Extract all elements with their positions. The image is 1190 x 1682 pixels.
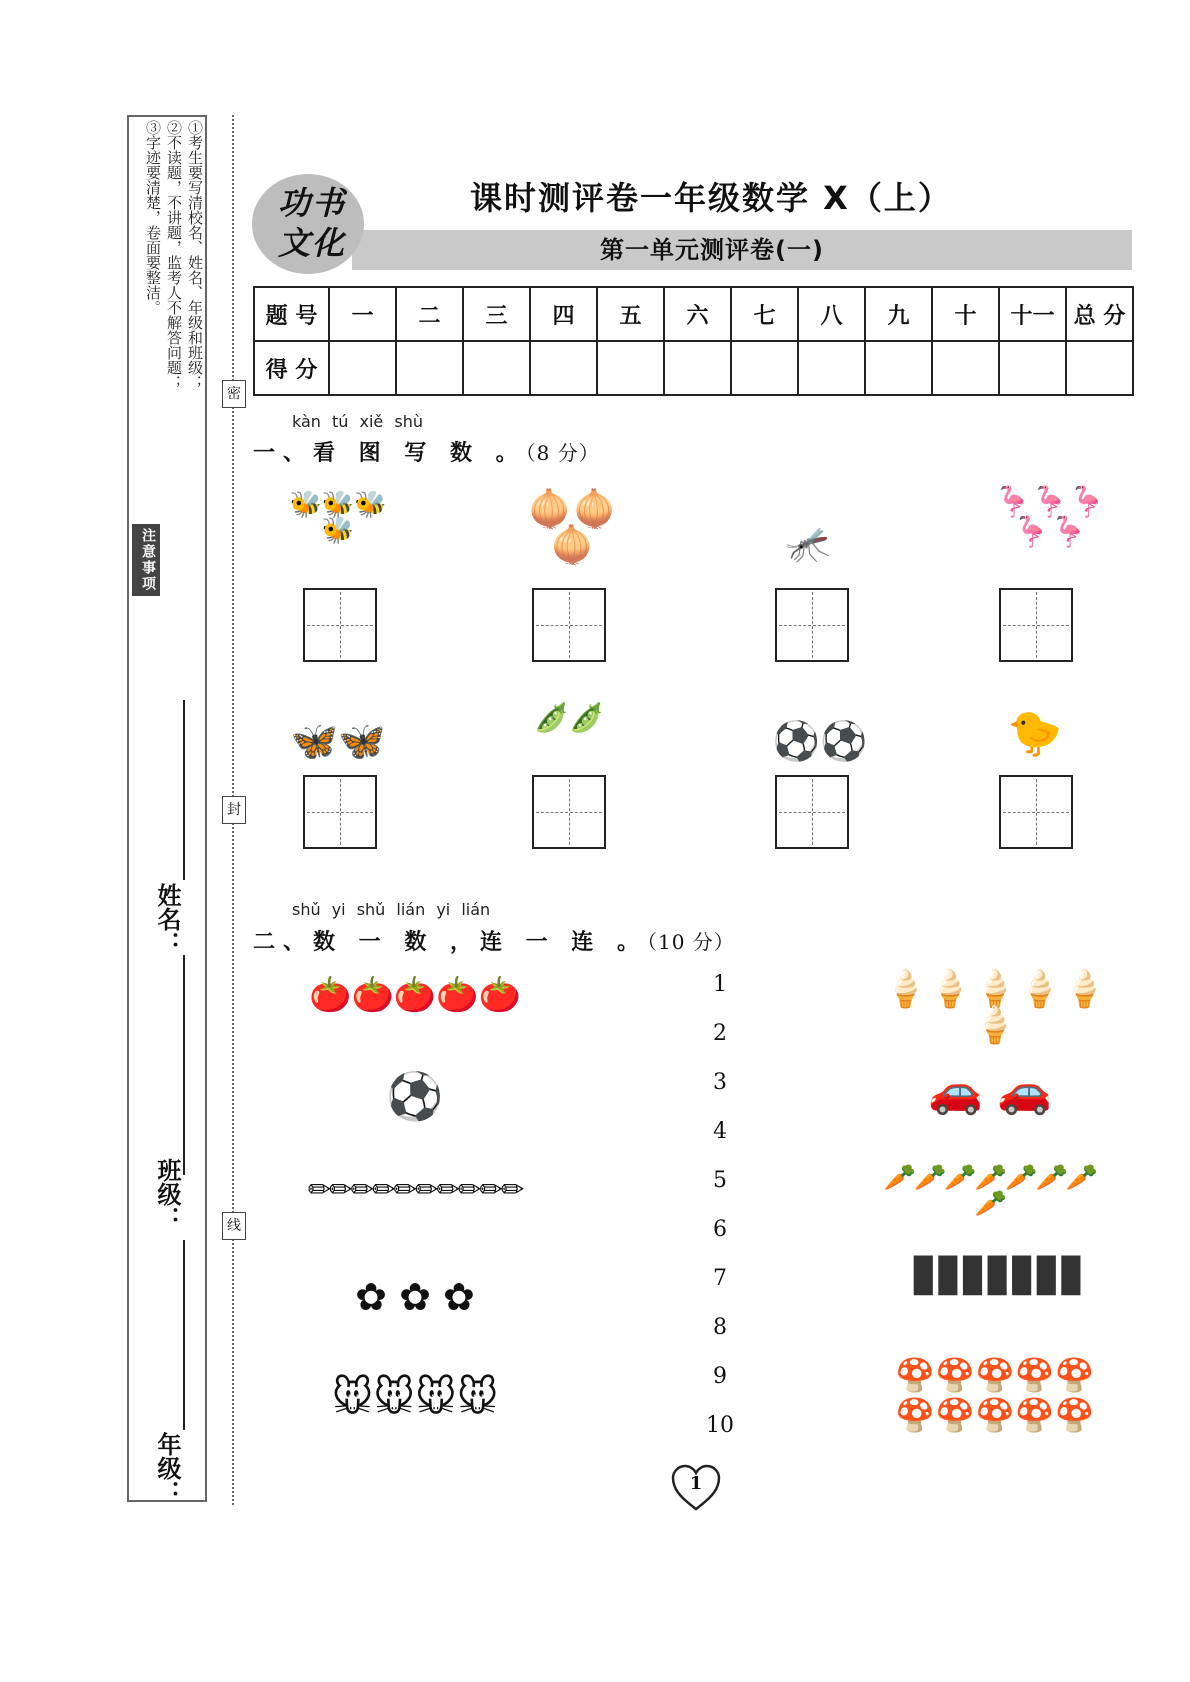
section1-title: 一、看 图 写 数 。 [253, 441, 526, 466]
section1-points: （8 分） [525, 441, 600, 465]
score-cell[interactable] [597, 341, 664, 395]
column-header: 十 [932, 287, 999, 341]
number-7[interactable]: 7 [713, 1266, 727, 1291]
number-3[interactable]: 3 [713, 1070, 727, 1095]
number-10[interactable]: 10 [706, 1413, 734, 1438]
column-header-total: 总 分 [1066, 287, 1133, 341]
column-header: 五 [597, 287, 664, 341]
name-label: 姓名： [153, 883, 181, 955]
number-2[interactable]: 2 [713, 1021, 727, 1046]
score-cell[interactable] [396, 341, 463, 395]
number-6[interactable]: 6 [713, 1217, 727, 1242]
score-cell[interactable] [664, 341, 731, 395]
column-header: 二 [396, 287, 463, 341]
mouse-group[interactable]: 🐭🐭🐭🐭 [331, 1375, 499, 1421]
name-field-line[interactable] [183, 955, 185, 1175]
number-8[interactable]: 8 [713, 1315, 727, 1340]
column-header: 四 [530, 287, 597, 341]
answer-box[interactable] [532, 775, 606, 849]
score-table-score-row [254, 341, 1133, 395]
column-header: 七 [731, 287, 798, 341]
bee-icon: 🐝🐝🐝🐝 [289, 490, 387, 546]
pea-pod-icon: 🫛🫛 [534, 701, 604, 734]
score-cell[interactable] [798, 341, 865, 395]
ice-cream-group[interactable]: 🍦🍦🍦🍦🍦🍦 [882, 969, 1108, 1046]
score-cell[interactable] [999, 341, 1066, 395]
butterfly-icon: 🦋🦋 [290, 719, 386, 763]
score-cell[interactable] [731, 341, 798, 395]
notice-text [130, 120, 205, 520]
section1-heading [253, 436, 600, 467]
number-1[interactable]: 1 [713, 972, 727, 997]
score-cell[interactable] [865, 341, 932, 395]
column-header: 九 [865, 287, 932, 341]
section2-title: 二、数 一 数 ，连 一 连 。 [253, 930, 647, 955]
pencil-group[interactable]: ✏✏✏✏✏✏✏✏✏✏ [307, 1173, 523, 1206]
page-subtitle: 第一单元测评卷(一) [600, 236, 824, 264]
toothpaste-group[interactable]: ▮▮▮▮▮▮▮ [908, 1242, 1082, 1302]
column-header: 八 [798, 287, 865, 341]
notice-line-1: ①考生要写清校名、姓名、年级和班级； [186, 120, 204, 390]
score-cell[interactable] [329, 341, 396, 395]
section2-points: （10 分） [646, 930, 735, 954]
score-label: 得 分 [254, 341, 329, 395]
flower-group[interactable]: ✿ ✿ ✿ [355, 1275, 475, 1319]
number-9[interactable]: 9 [713, 1364, 727, 1389]
name-field[interactable] [183, 700, 185, 880]
column-header: 一 [329, 287, 396, 341]
notice-line-3: ③字迹要清楚，卷面要整洁。 [144, 120, 162, 315]
score-cell[interactable] [463, 341, 530, 395]
dragonfly-icon: 🦟 [785, 524, 831, 565]
answer-box[interactable] [303, 775, 377, 849]
tomato-group[interactable]: 🍅🍅🍅🍅🍅 [309, 975, 521, 1015]
car-group[interactable]: 🚗 🚗 [928, 1066, 1052, 1117]
answer-box[interactable] [775, 775, 849, 849]
number-4[interactable]: 4 [713, 1119, 727, 1144]
flamingo-icon: 🦩🦩🦩🦩🦩 [993, 485, 1107, 550]
mushroom-group[interactable]: 🍄🍄🍄🍄🍄 🍄🍄🍄🍄🍄 [895, 1356, 1095, 1434]
seal-mi: 密 [222, 380, 246, 408]
question-number-label: 题 号 [254, 287, 329, 341]
answer-box[interactable] [999, 588, 1073, 662]
answer-box[interactable] [775, 588, 849, 662]
column-header: 三 [463, 287, 530, 341]
carrot-group[interactable]: 🥕🥕🥕🥕🥕🥕🥕🥕 [883, 1163, 1097, 1219]
score-cell[interactable] [932, 341, 999, 395]
logo-text-1: 功书 [277, 184, 346, 222]
score-table [253, 286, 1134, 396]
class-field[interactable] [183, 1240, 185, 1430]
number-5[interactable]: 5 [713, 1168, 727, 1193]
page-number: 1 [689, 1473, 703, 1494]
score-cell[interactable] [530, 341, 597, 395]
logo-text-2: 文化 [277, 224, 346, 262]
onion-icon: 🧅🧅🧅 [527, 489, 617, 566]
section2-pinyin: shǔ yi shǔ lián yi lián [292, 900, 491, 919]
section2-heading [253, 925, 735, 956]
page-title: 课时测评卷一年级数学 X（上） [470, 179, 952, 217]
score-table-header-row [254, 287, 1133, 341]
seal-feng: 封 [222, 796, 246, 824]
class-label: 班级： [153, 1158, 181, 1230]
answer-box[interactable] [303, 588, 377, 662]
score-cell-total[interactable] [1066, 341, 1133, 395]
seal-xian: 线 [222, 1212, 246, 1240]
section1-pinyin: kàn tú xiě shù [292, 412, 423, 431]
ball-icon: ⚽⚽ [772, 719, 868, 763]
chick-icon: 🐤 [1007, 708, 1063, 759]
notice-label: 注意事项 [132, 524, 160, 596]
column-header: 六 [664, 287, 731, 341]
column-header: 十一 [999, 287, 1066, 341]
answer-box[interactable] [532, 588, 606, 662]
grade-label: 年级： [153, 1432, 181, 1504]
answer-box[interactable] [999, 775, 1073, 849]
notice-line-2: ②不读题，不讲题，监考人不解答问题； [165, 120, 183, 390]
soccer-ball-group[interactable]: ⚽ [386, 1069, 444, 1123]
